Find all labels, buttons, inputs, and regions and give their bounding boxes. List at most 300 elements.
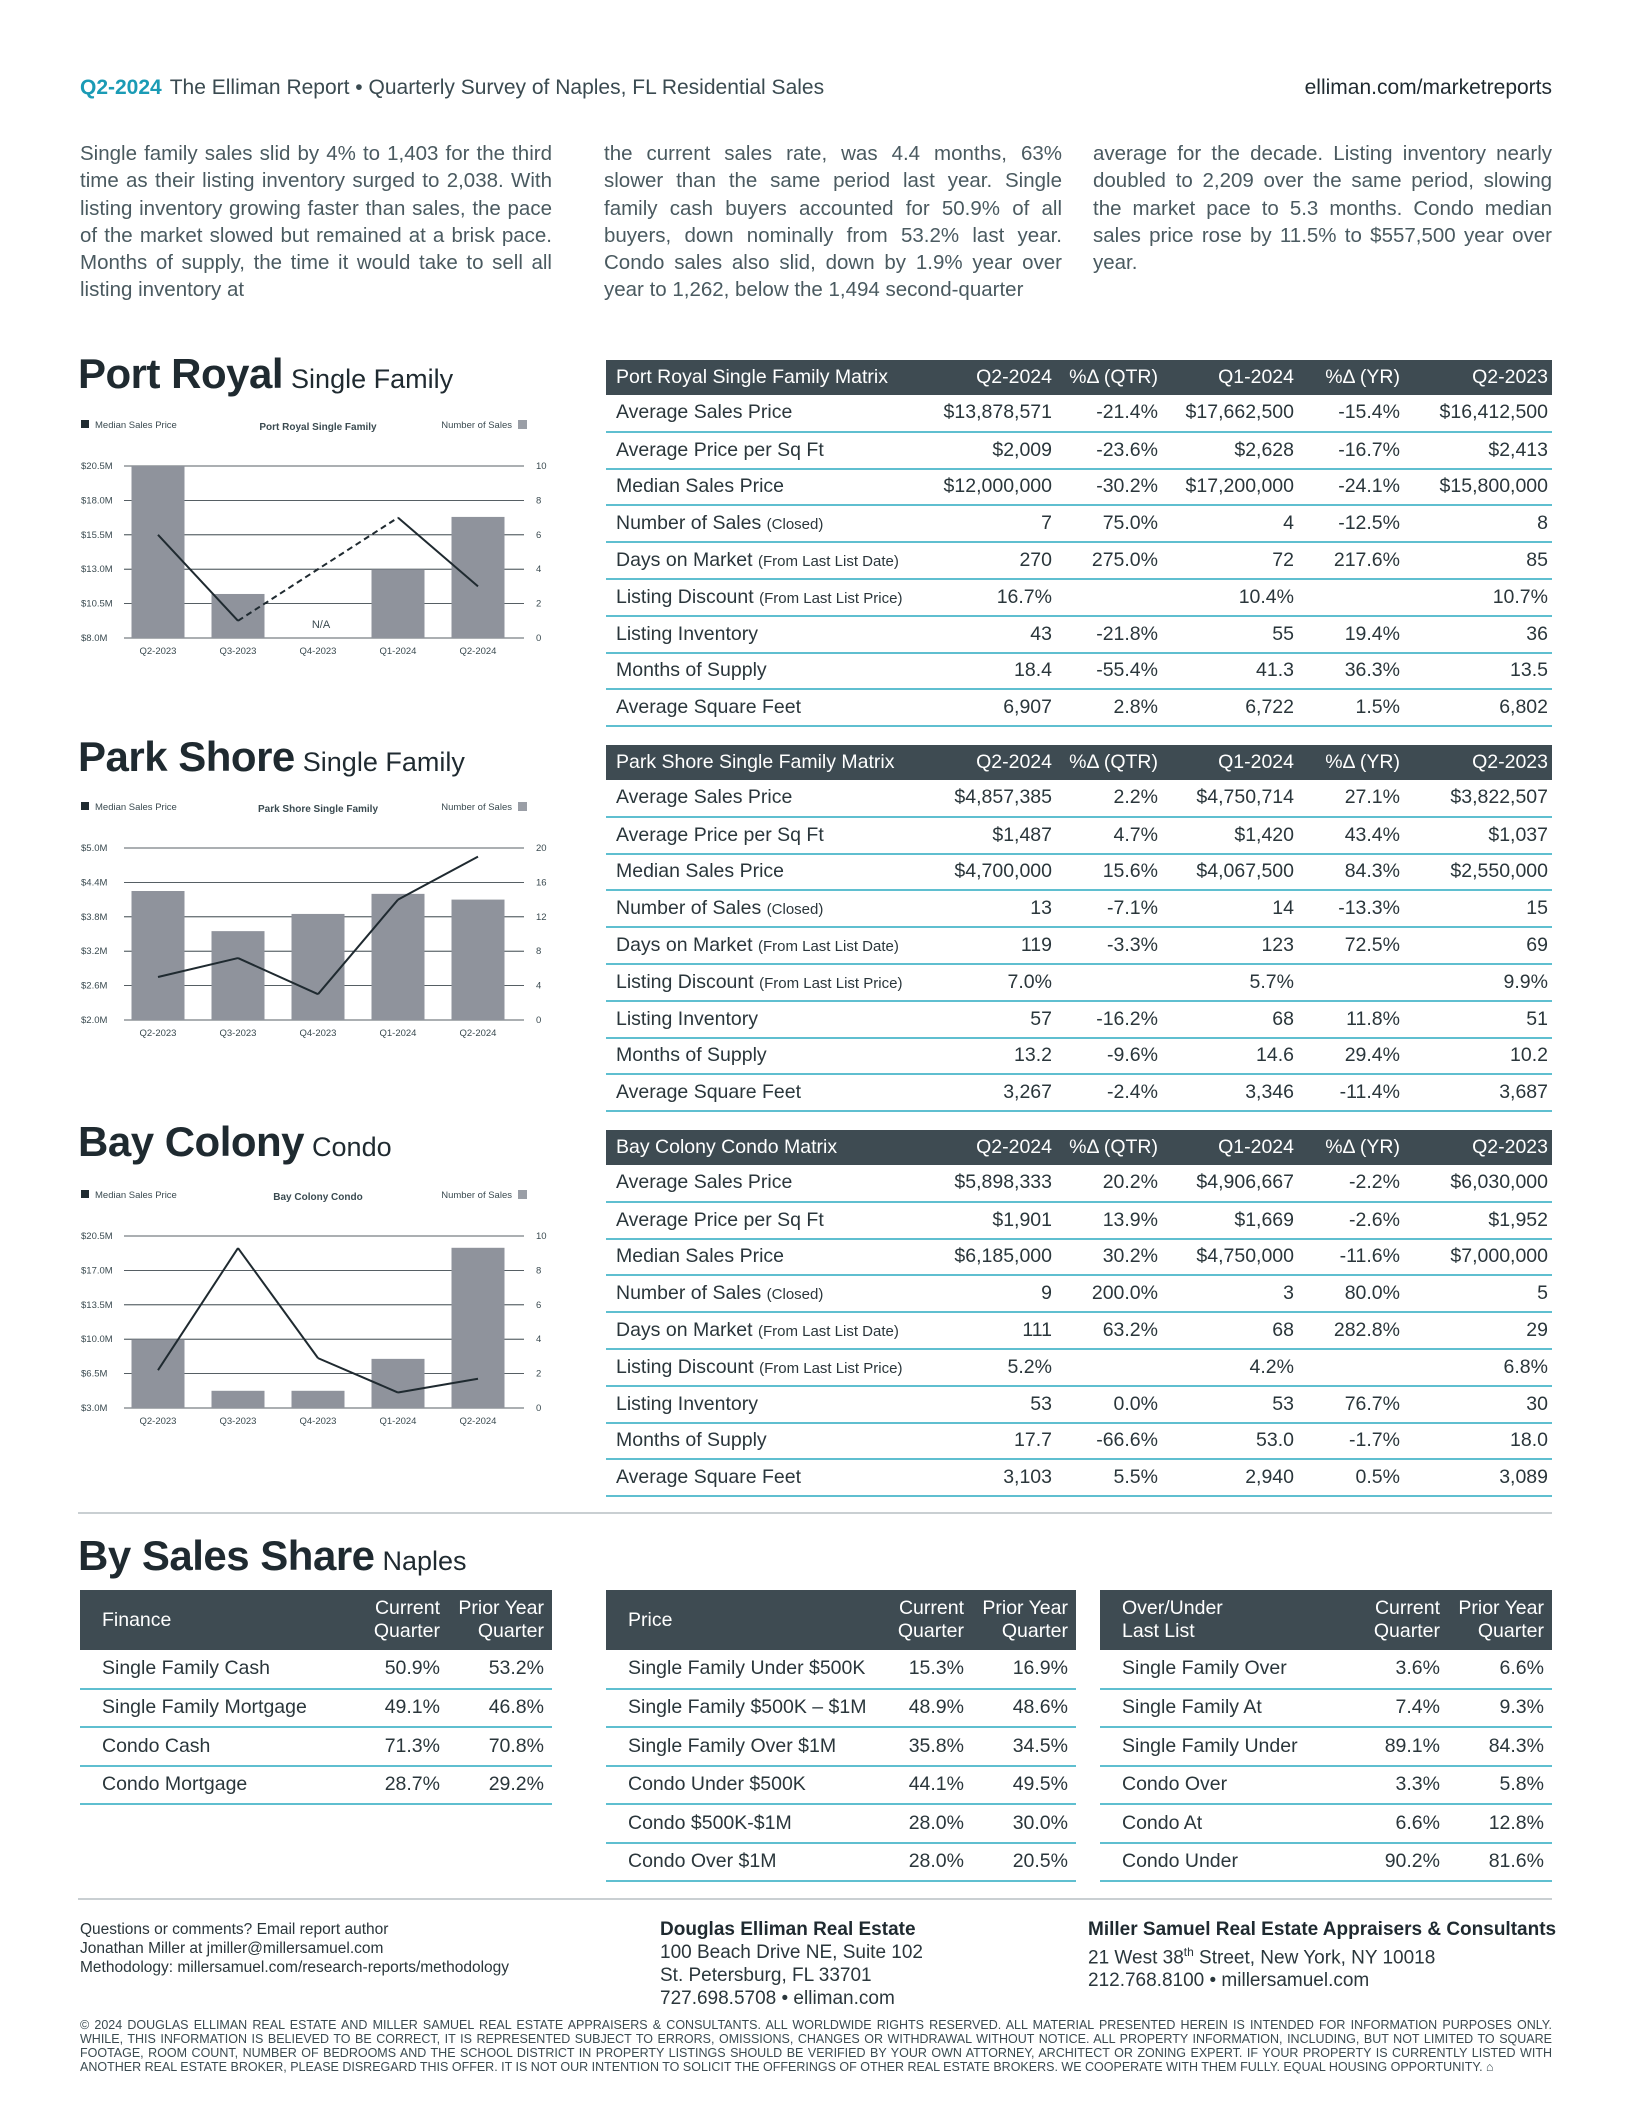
row-label-text: Median Sales Price: [616, 1245, 784, 1268]
matrix-cell: 5: [1404, 1275, 1552, 1312]
matrix-column-header: Q1-2024: [1162, 745, 1298, 780]
matrix-row: [606, 1349, 1552, 1386]
share-prior-value: 49.5%: [972, 1766, 1076, 1805]
share-table-over-under: [1100, 1590, 1552, 1882]
matrix-column-header: Q2-2023: [1404, 1130, 1552, 1165]
matrix-cell: -30.2%: [1056, 469, 1162, 506]
matrix-cell: 84.3%: [1298, 854, 1404, 891]
price-bar: [212, 931, 265, 1020]
share-prior-value: 34.5%: [972, 1727, 1076, 1766]
matrix-cell: 4.2%: [1162, 1349, 1298, 1386]
matrix-cell: 14.6: [1162, 1038, 1298, 1075]
share-header-line: Prior Year: [458, 1597, 544, 1619]
matrix-cell: 217.6%: [1298, 542, 1404, 579]
matrix-row: [606, 1038, 1552, 1075]
share-row: [606, 1689, 1076, 1728]
matrix-row-label: [606, 1423, 926, 1460]
legend-price-label: Median Sales Price: [95, 802, 177, 813]
share-current-value: 3.6%: [1366, 1650, 1448, 1689]
share-current-value: 28.7%: [366, 1766, 448, 1805]
share-header-label: [80, 1590, 366, 1650]
matrix-cell: 63.2%: [1056, 1312, 1162, 1349]
matrix-row: [606, 689, 1552, 726]
left-axis-tick: $20.5M: [81, 461, 113, 472]
x-axis-tick: Q2-2024: [459, 1028, 497, 1039]
left-axis-tick: $20.5M: [81, 1231, 113, 1242]
matrix-cell: 13: [926, 890, 1056, 927]
row-label-text: Listing Discount: [616, 585, 760, 608]
right-axis-tick: 8: [536, 495, 542, 507]
matrix-row-label: [606, 854, 926, 891]
matrix-row-label: [606, 1349, 926, 1386]
footer-address-line: 100 Beach Drive NE, Suite 102: [660, 1942, 923, 1963]
matrix-row-label: [606, 616, 926, 653]
share-prior-value: 70.8%: [448, 1727, 552, 1766]
matrix-cell: 5.5%: [1056, 1459, 1162, 1496]
row-label-text: Number of Sales: [616, 897, 767, 920]
matrix-cell: $4,750,714: [1162, 780, 1298, 817]
matrix-row: [606, 817, 1552, 854]
matrix-cell: 30: [1404, 1386, 1552, 1423]
matrix-cell: -16.2%: [1056, 1001, 1162, 1038]
intro-column-1: Single family sales slid by 4% to 1,403 for the third time as their listing inventory surged to 2,038. With listing inventory growing faster than sales, the pace of the market slowed but remained at a brisk pace. Months of supply, the time it would take to sell all listing inventory at: [80, 142, 552, 302]
share-current-value: 49.1%: [366, 1689, 448, 1728]
matrix-cell: 36: [1404, 616, 1552, 653]
matrix-cell: 8: [1404, 505, 1552, 542]
matrix-cell: 41.3: [1162, 653, 1298, 690]
matrix-cell: 18.0: [1404, 1423, 1552, 1460]
share-row-label: Condo Over $1M: [606, 1843, 890, 1882]
share-current-value: 71.3%: [366, 1727, 448, 1766]
matrix-row-label: [606, 395, 926, 432]
matrix-row-label: [606, 1038, 926, 1075]
matrix-cell: -11.6%: [1298, 1239, 1404, 1276]
row-label-text: Average Sales Price: [616, 1171, 793, 1194]
right-axis-tick: 2: [536, 598, 542, 610]
share-subheading: Naples: [382, 1546, 467, 1576]
chart-inner-title: Park Shore Single Family: [257, 804, 379, 815]
matrix-cell: 18.4: [926, 653, 1056, 690]
row-label-text: Listing Inventory: [616, 622, 758, 645]
matrix-cell: -12.5%: [1298, 505, 1404, 542]
x-axis-tick: Q4-2023: [299, 1028, 337, 1039]
matrix-cell: $16,412,500: [1404, 395, 1552, 432]
left-axis-tick: $15.5M: [81, 529, 113, 541]
matrix-cell: 30.2%: [1056, 1239, 1162, 1276]
price-bar: [132, 1339, 185, 1408]
legend-price-label: Median Sales Price: [95, 1190, 177, 1201]
x-axis-tick: Q3-2023: [219, 1416, 257, 1427]
matrix-title: Port Royal Single Family Matrix: [606, 360, 926, 395]
row-label-note: (From Last List Date): [757, 938, 899, 956]
legend-swatch-sales: [518, 420, 527, 429]
matrix-cell: 15.6%: [1056, 854, 1162, 891]
matrix-row: [606, 1074, 1552, 1111]
share-row: [1100, 1689, 1552, 1728]
price-bar: [452, 1248, 505, 1408]
share-row: [80, 1766, 552, 1805]
share-row-label: Single Family Under: [1100, 1727, 1366, 1766]
matrix-cell: -2.4%: [1056, 1074, 1162, 1111]
matrix-row-label: [606, 653, 926, 690]
right-axis-tick: 4: [536, 564, 542, 576]
matrix-cell: 119: [926, 927, 1056, 964]
share-current-value: 28.0%: [890, 1843, 972, 1882]
matrix-cell: $1,901: [926, 1202, 1056, 1239]
x-axis-tick: Q1-2024: [379, 1416, 417, 1427]
matrix-cell: 14: [1162, 890, 1298, 927]
matrix-row: [606, 653, 1552, 690]
matrix-row: [606, 1423, 1552, 1460]
matrix-cell: 55: [1162, 616, 1298, 653]
section-divider: [78, 1512, 1552, 1514]
matrix-cell: 27.1%: [1298, 780, 1404, 817]
x-axis-tick: Q1-2024: [379, 646, 417, 657]
price-bar: [372, 569, 425, 638]
matrix-column-header: Q2-2024: [926, 360, 1056, 395]
matrix-cell: 3,103: [926, 1459, 1056, 1496]
matrix-cell: 53: [1162, 1386, 1298, 1423]
chart-inner-title: Bay Colony Condo: [273, 1192, 363, 1203]
matrix-cell: 10.7%: [1404, 579, 1552, 616]
share-current-value: 15.3%: [890, 1650, 972, 1689]
price-bar: [372, 1359, 425, 1408]
section-title-park-shore: [78, 733, 465, 781]
matrix-row-label: [606, 1459, 926, 1496]
matrix-row: [606, 579, 1552, 616]
matrix-column-header: Q2-2023: [1404, 360, 1552, 395]
matrix-cell: [1056, 579, 1162, 616]
share-current-value: 50.9%: [366, 1650, 448, 1689]
matrix-cell: [1298, 1349, 1404, 1386]
share-header-row: [606, 1590, 1076, 1650]
matrix-cell: $7,000,000: [1404, 1239, 1552, 1276]
matrix-row-label: [606, 817, 926, 854]
share-header-prior: [448, 1590, 552, 1650]
share-row-label: Single Family $500K – $1M: [606, 1689, 890, 1728]
right-axis-tick: 12: [536, 911, 547, 923]
left-axis-tick: $8.0M: [81, 633, 108, 644]
matrix-column-header: %Δ (QTR): [1056, 1130, 1162, 1165]
matrix-cell: $2,550,000: [1404, 854, 1552, 891]
left-axis-tick: $3.0M: [81, 1403, 108, 1414]
matrix-row: [606, 1239, 1552, 1276]
left-axis-tick: $13.0M: [81, 564, 113, 576]
matrix-row-label: [606, 689, 926, 726]
left-axis-tick: $3.2M: [81, 946, 108, 958]
matrix-cell: 111: [926, 1312, 1056, 1349]
x-axis-tick: Q4-2023: [299, 646, 337, 657]
matrix-row-label: [606, 1312, 926, 1349]
matrix-cell: 6.8%: [1404, 1349, 1552, 1386]
matrix-cell: 57: [926, 1001, 1056, 1038]
matrix-row-label: [606, 1386, 926, 1423]
row-label-text: Months of Supply: [616, 1429, 767, 1452]
right-axis-tick: 4: [536, 1334, 542, 1346]
matrix-cell: 76.7%: [1298, 1386, 1404, 1423]
share-current-value: 90.2%: [1366, 1843, 1448, 1882]
chart-park-shore: [78, 792, 558, 1052]
matrix-column-header: Q2-2024: [926, 1130, 1056, 1165]
matrix-cell: -9.6%: [1056, 1038, 1162, 1075]
matrix-cell: 43.4%: [1298, 817, 1404, 854]
matrix-cell: 15: [1404, 890, 1552, 927]
share-header-line: Last List: [1122, 1620, 1195, 1642]
matrix-cell: 2.8%: [1056, 689, 1162, 726]
section-title-port-royal: [78, 350, 453, 398]
left-axis-tick: $13.5M: [81, 1299, 113, 1311]
matrix-column-header: Q2-2023: [1404, 745, 1552, 780]
row-label-text: Average Square Feet: [616, 696, 802, 719]
right-axis-tick: 8: [536, 1265, 542, 1277]
matrix-row: [606, 964, 1552, 1001]
share-header-line: Prior Year: [982, 1597, 1068, 1619]
matrix-column-header: %Δ (YR): [1298, 1130, 1404, 1165]
share-row-label: Condo Over: [1100, 1766, 1366, 1805]
matrix-cell: 20.2%: [1056, 1165, 1162, 1202]
matrix-column-header: Q2-2024: [926, 745, 1056, 780]
share-row-label: Condo Mortgage: [80, 1766, 366, 1805]
matrix-cell: 5.2%: [926, 1349, 1056, 1386]
section-subheading: Single Family: [291, 364, 454, 394]
matrix-row: [606, 890, 1552, 927]
share-header-current: [890, 1590, 972, 1650]
share-header-current: [1366, 1590, 1448, 1650]
matrix-row: [606, 780, 1552, 817]
x-axis-tick: Q3-2023: [219, 1028, 257, 1039]
share-row: [80, 1727, 552, 1766]
price-bar: [452, 517, 505, 638]
row-label-note: (Closed): [766, 901, 824, 919]
matrix-cell: $1,487: [926, 817, 1056, 854]
price-bar: [132, 466, 185, 638]
row-label-text: Average Sales Price: [616, 786, 793, 809]
share-row: [1100, 1804, 1552, 1843]
share-header-line: Over/Under: [1122, 1597, 1223, 1619]
report-title: The Elliman Report • Quarterly Survey of Naples, FL Residential Sales: [169, 76, 825, 99]
matrix-cell: 10.4%: [1162, 579, 1298, 616]
matrix-column-header: Q1-2024: [1162, 1130, 1298, 1165]
matrix-header-row: [606, 1130, 1552, 1165]
intro-column-2: the current sales rate, was 4.4 months, 63% slower than the same period last year. Single family cash buyers accounted for 50.9% of all buyers, down nominally from 53.2% last year. Condo sales also slid, down by 1.9% year over year to 1,262, below the 1,494 second-quarter: [604, 142, 1062, 302]
share-row: [1100, 1727, 1552, 1766]
share-header-prior: [972, 1590, 1076, 1650]
matrix-cell: 9.9%: [1404, 964, 1552, 1001]
left-axis-tick: $3.8M: [81, 911, 108, 923]
legend-swatch-sales: [518, 1190, 527, 1199]
share-row: [1100, 1766, 1552, 1805]
matrix-cell: 69: [1404, 927, 1552, 964]
share-prior-value: 16.9%: [972, 1650, 1076, 1689]
right-axis-tick: 16: [536, 877, 547, 889]
matrix-cell: -24.1%: [1298, 469, 1404, 506]
footer-methodology-link[interactable]: Methodology: millersamuel.com/research-reports/methodology: [80, 1959, 510, 1976]
row-label-text: Listing Inventory: [616, 1007, 758, 1030]
legend-swatch-sales: [518, 802, 527, 811]
matrix-row: [606, 1202, 1552, 1239]
report-quarter: Q2-2024: [80, 76, 162, 99]
matrix-row-label: [606, 542, 926, 579]
share-row: [1100, 1650, 1552, 1689]
share-row-label: Condo $500K-$1M: [606, 1804, 890, 1843]
share-header-line: Prior Year: [1458, 1597, 1544, 1619]
matrix-cell: -55.4%: [1056, 653, 1162, 690]
matrix-cell: $4,906,667: [1162, 1165, 1298, 1202]
right-axis-tick: 6: [536, 529, 542, 541]
page-header: [80, 76, 1552, 106]
matrix-row: [606, 469, 1552, 506]
matrix-cell: 0.5%: [1298, 1459, 1404, 1496]
share-header-prior: [1448, 1590, 1552, 1650]
share-row-label: Condo Under $500K: [606, 1766, 890, 1805]
footer-miller-samuel: [1088, 1918, 1556, 1992]
share-row: [606, 1650, 1076, 1689]
matrix-row-label: [606, 890, 926, 927]
share-header-line: Quarter: [1477, 1620, 1544, 1642]
row-label-text: Days on Market: [616, 549, 758, 572]
left-axis-tick: $17.0M: [81, 1265, 113, 1277]
matrix-row-label: [606, 964, 926, 1001]
share-title: [78, 1532, 467, 1580]
row-label-text: Days on Market: [616, 1319, 758, 1342]
price-bar: [132, 891, 185, 1020]
share-current-value: 48.9%: [890, 1689, 972, 1728]
right-axis-tick: 2: [536, 1368, 542, 1380]
share-header-line: Current: [1374, 1597, 1440, 1619]
sales-line-segment: [158, 1248, 238, 1370]
matrix-row: [606, 432, 1552, 469]
matrix-column-header: %Δ (QTR): [1056, 360, 1162, 395]
share-prior-value: 81.6%: [1448, 1843, 1552, 1882]
share-header-line: Quarter: [897, 1620, 964, 1642]
price-bar: [372, 894, 425, 1020]
row-label-text: Average Square Feet: [616, 1081, 802, 1104]
matrix-row: [606, 1459, 1552, 1496]
matrix-cell: 53.0: [1162, 1423, 1298, 1460]
share-row-label: Condo Under: [1100, 1843, 1366, 1882]
matrix-row: [606, 1165, 1552, 1202]
share-current-value: 44.1%: [890, 1766, 972, 1805]
x-axis-tick: Q2-2023: [139, 646, 177, 657]
matrix-cell: -16.7%: [1298, 432, 1404, 469]
legend-swatch-price: [81, 420, 89, 428]
matrix-cell: 36.3%: [1298, 653, 1404, 690]
share-row: [1100, 1843, 1552, 1882]
matrix-row-label: [606, 505, 926, 542]
matrix-cell: 123: [1162, 927, 1298, 964]
matrix-row: [606, 542, 1552, 579]
row-label-note: (Closed): [766, 1286, 824, 1304]
matrix-header-row: [606, 745, 1552, 780]
left-axis-tick: $2.0M: [81, 1015, 108, 1026]
matrix-cell: 17.7: [926, 1423, 1056, 1460]
left-axis-tick: $4.4M: [81, 877, 108, 889]
right-axis-tick: 10: [536, 461, 547, 472]
matrix-cell: 10.2: [1404, 1038, 1552, 1075]
matrix-cell: 68: [1162, 1001, 1298, 1038]
footer-phone-web[interactable]: 212.768.8100 • millersamuel.com: [1088, 1970, 1370, 1992]
share-header-line: Finance: [102, 1608, 172, 1631]
matrix-row: [606, 1386, 1552, 1423]
matrix-column-header: %Δ (YR): [1298, 745, 1404, 780]
share-row-label: Condo Cash: [80, 1727, 366, 1766]
matrix-row-label: [606, 1239, 926, 1276]
matrix-cell: 4: [1162, 505, 1298, 542]
matrix-cell: -15.4%: [1298, 395, 1404, 432]
matrix-cell: 72.5%: [1298, 927, 1404, 964]
row-label-text: Listing Discount: [616, 970, 760, 993]
matrix-cell: 2.2%: [1056, 780, 1162, 817]
footer-author-email[interactable]: Jonathan Miller at jmiller@millersamuel.com: [80, 1940, 384, 1957]
footer-company-name: Douglas Elliman Real Estate: [660, 1919, 916, 1940]
share-heading: By Sales Share: [78, 1532, 375, 1579]
share-row: [606, 1727, 1076, 1766]
share-header-row: [80, 1590, 552, 1650]
share-prior-value: 6.6%: [1448, 1650, 1552, 1689]
chart-port-royal: [78, 410, 558, 670]
share-row-label: Single Family Mortgage: [80, 1689, 366, 1728]
row-label-note: (From Last List Price): [759, 974, 903, 992]
share-header-label: [1100, 1590, 1366, 1650]
left-axis-tick: $5.0M: [81, 843, 108, 854]
share-header-line: Quarter: [1001, 1620, 1068, 1642]
footer-phone-web[interactable]: 727.698.5708 • elliman.com: [660, 1988, 895, 2009]
price-bar: [212, 1391, 265, 1408]
legend-sales-label: Number of Sales: [441, 1190, 512, 1201]
share-current-value: 3.3%: [1366, 1766, 1448, 1805]
matrix-header-row: [606, 360, 1552, 395]
matrix-cell: $4,857,385: [926, 780, 1056, 817]
matrix-cell: 3,089: [1404, 1459, 1552, 1496]
matrix-cell: 200.0%: [1056, 1275, 1162, 1312]
matrix-row-label: [606, 432, 926, 469]
right-axis-tick: 0: [536, 1015, 542, 1026]
share-prior-value: 53.2%: [448, 1650, 552, 1689]
matrix-row-label: [606, 1001, 926, 1038]
legend-sales-label: Number of Sales: [441, 420, 512, 431]
share-header-row: [1100, 1590, 1552, 1650]
matrix-cell: $1,952: [1404, 1202, 1552, 1239]
matrix-row-label: [606, 1202, 926, 1239]
matrix-cell: 0.0%: [1056, 1386, 1162, 1423]
price-bar: [292, 1391, 345, 1408]
matrix-cell: $17,200,000: [1162, 469, 1298, 506]
legend-swatch-price: [81, 802, 89, 810]
matrix-row: [606, 1001, 1552, 1038]
matrix-cell: $4,750,000: [1162, 1239, 1298, 1276]
row-label-note: (From Last List Date): [757, 553, 899, 571]
matrix-cell: 1.5%: [1298, 689, 1404, 726]
chart-bay-colony: [78, 1180, 558, 1440]
right-axis-tick: 10: [536, 1231, 547, 1242]
chart-inner-title: Port Royal Single Family: [259, 422, 377, 433]
matrix-cell: 80.0%: [1298, 1275, 1404, 1312]
section-heading: Park Shore: [78, 733, 295, 780]
matrix-column-header: Q1-2024: [1162, 360, 1298, 395]
matrix-cell: 275.0%: [1056, 542, 1162, 579]
report-url[interactable]: elliman.com/marketreports: [1304, 76, 1552, 99]
matrix-cell: $3,822,507: [1404, 780, 1552, 817]
x-axis-tick: Q2-2024: [459, 1416, 497, 1427]
share-prior-value: 5.8%: [1448, 1766, 1552, 1805]
matrix-title: Park Shore Single Family Matrix: [606, 745, 926, 780]
matrix-cell: 75.0%: [1056, 505, 1162, 542]
matrix-column-header: %Δ (QTR): [1056, 745, 1162, 780]
share-row-label: Single Family Over: [1100, 1650, 1366, 1689]
footer-company-name: Miller Samuel Real Estate Appraisers & Consultants: [1088, 1919, 1557, 1940]
matrix-row-label: [606, 1074, 926, 1111]
share-header-line: Current: [374, 1597, 440, 1619]
